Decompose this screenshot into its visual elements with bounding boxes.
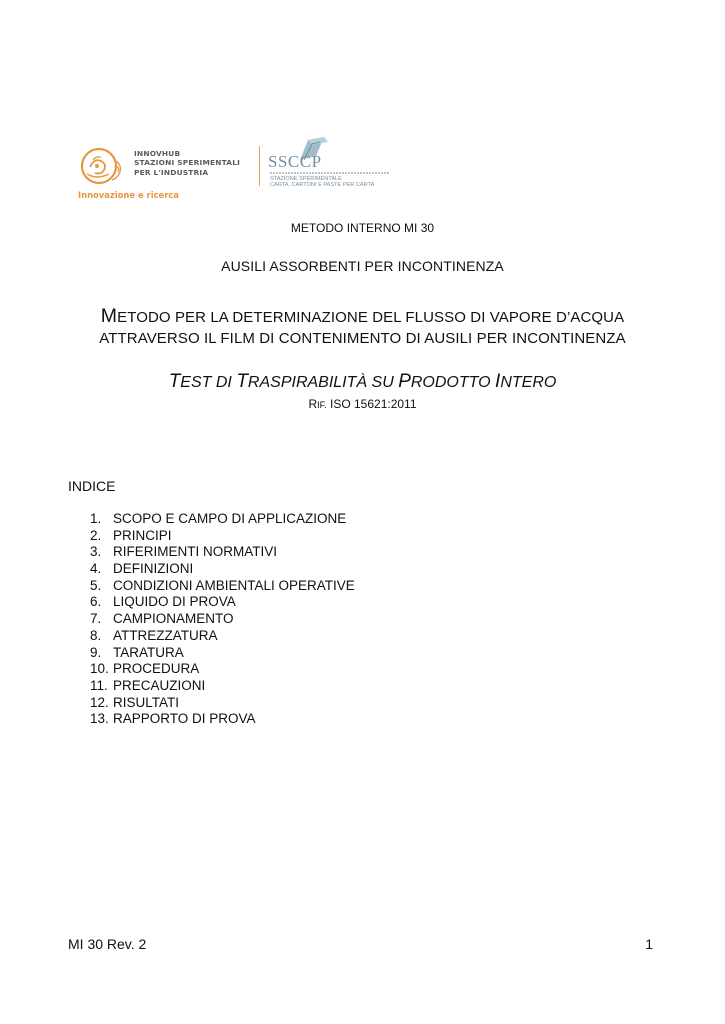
toc-item-label: RAPPORTO DI PROVA bbox=[113, 711, 256, 727]
toc-item-number: 7. bbox=[90, 611, 102, 627]
toc-item-label: SCOPO E CAMPO DI APPLICAZIONE bbox=[113, 511, 347, 526]
subtitle-word-2: DI bbox=[215, 374, 237, 391]
title-initial-letter: M bbox=[100, 305, 118, 327]
ssccp-subtitle bbox=[270, 176, 374, 189]
toc-item-number: 6. bbox=[90, 594, 102, 610]
reference-cap: R bbox=[308, 397, 318, 411]
product-category: AUSILI ASSORBENTI PER INCONTINENZA bbox=[221, 258, 504, 274]
toc-item-number: 9. bbox=[90, 644, 102, 660]
subtitle-cap-1: T bbox=[168, 371, 181, 392]
subtitle-word-5: RODOTTO bbox=[410, 374, 496, 391]
toc-item-label: CONDIZIONI AMBIENTALI OPERATIVE bbox=[113, 577, 355, 593]
main-title-line-1 bbox=[0, 305, 725, 328]
subtitle-cap-6: I bbox=[495, 371, 501, 392]
logo-divider bbox=[259, 146, 260, 186]
toc-item-label: PROCEDURA bbox=[113, 661, 200, 677]
innovhub-tagline: Innovazione e ricerca bbox=[78, 190, 179, 200]
innovhub-line-1: INNOVHUB bbox=[134, 149, 181, 158]
reference-standard: ISO 15621:2011 bbox=[326, 397, 417, 411]
toc-item-number: 8. bbox=[90, 627, 102, 643]
toc-item-number: 5. bbox=[90, 577, 102, 593]
toc-item-number: 13. bbox=[90, 711, 109, 727]
toc-item-number: 12. bbox=[90, 694, 109, 710]
subtitle-word-1: EST bbox=[180, 374, 216, 391]
index-heading: INDICE bbox=[68, 478, 116, 494]
subtitle-word-6: NTERO bbox=[500, 374, 557, 391]
subtitle-cap-5: P bbox=[398, 371, 411, 392]
method-code: METODO INTERNO MI 30 bbox=[290, 221, 435, 235]
subtitle bbox=[0, 371, 725, 393]
toc-item-label: CAMPIONAMENTO bbox=[113, 611, 234, 627]
innovhub-wordmark bbox=[134, 149, 264, 177]
reference-small-caps: IF. bbox=[317, 400, 327, 410]
subtitle-cap-3: T bbox=[236, 371, 248, 392]
footer-page-number: 1 bbox=[645, 936, 653, 952]
title-line-1-text: ETODO PER LA DETERMINAZIONE DEL FLUSSO DI VAPORE D’ACQUA bbox=[117, 309, 625, 326]
ssccp-sub-line-1: STAZIONE SPERIMENTALE bbox=[270, 176, 342, 182]
subtitle-word-4: SU bbox=[371, 374, 399, 391]
innovhub-line-2: STAZIONI SPERIMENTALI bbox=[134, 158, 241, 168]
toc-item-label: RIFERIMENTI NORMATIVI bbox=[113, 544, 277, 560]
toc-item-number: 11. bbox=[90, 677, 108, 693]
subtitle-word-3: RASPIRABILITÀ bbox=[247, 374, 372, 391]
ssccp-wordmark: SSCCP bbox=[268, 152, 322, 171]
toc-item-label: TARATURA bbox=[113, 644, 184, 660]
toc-item-number: 3. bbox=[90, 544, 102, 560]
toc-item-number: 10. bbox=[90, 661, 109, 677]
main-title-line-2: ATTRAVERSO IL FILM DI CONTENIMENTO DI AUSILI PER INCONTINENZA bbox=[99, 330, 626, 347]
toc-item-label: DEFINIZIONI bbox=[113, 561, 194, 577]
toc-item-label: RISULTATI bbox=[113, 694, 180, 710]
toc-item-number: 1. bbox=[90, 511, 102, 526]
toc-item-label: PRINCIPI bbox=[113, 527, 172, 543]
toc-item-label: LIQUIDO DI PROVA bbox=[113, 594, 236, 610]
innovhub-logo bbox=[76, 143, 256, 205]
toc-item-number: 4. bbox=[90, 561, 102, 577]
standard-reference bbox=[0, 397, 725, 411]
ssccp-sub-line-2: CARTA, CARTONI E PASTE PER CARTA bbox=[270, 182, 375, 189]
toc-item-number: 2. bbox=[90, 527, 102, 543]
innovhub-line-3: PER L'INDUSTRIA bbox=[134, 167, 209, 177]
ssccp-logo bbox=[264, 136, 404, 190]
ssccp-fine-print bbox=[270, 172, 390, 174]
toc-item-label: ATTREZZATURA bbox=[113, 627, 218, 643]
innovhub-emblem-icon bbox=[78, 146, 126, 188]
toc-item-label: PRECAUZIONI bbox=[113, 677, 206, 693]
footer-revision: MI 30 Rev. 2 bbox=[68, 936, 147, 952]
